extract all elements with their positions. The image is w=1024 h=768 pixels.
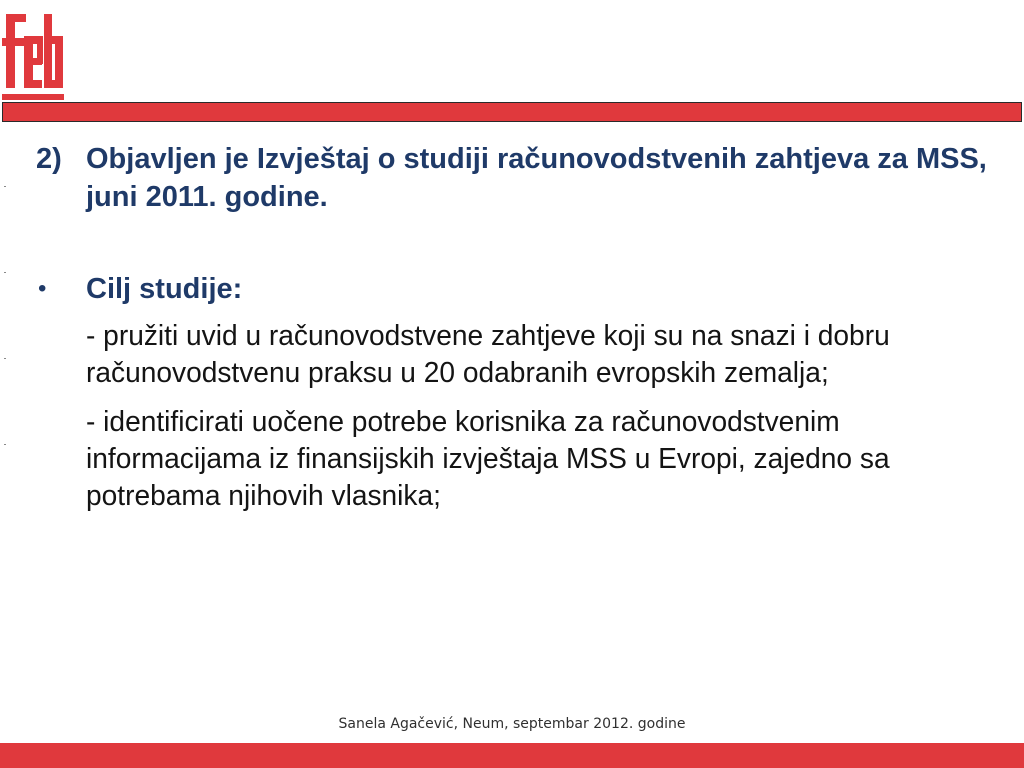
- margin-tick: [4, 272, 6, 273]
- feb-logo-icon: [2, 8, 64, 102]
- margin-tick: [4, 358, 6, 359]
- footer-caption: Sanela Agačević, Neum, septembar 2012. godine: [338, 716, 686, 732]
- item-heading: Objavljen je Izvještaj o studiji računovodstvenih zahtjeva za MSS, juni 2011. godine.: [86, 143, 987, 213]
- numbered-item: [36, 140, 996, 216]
- footer-bar: [0, 743, 1024, 768]
- slide-body: [36, 140, 996, 515]
- bullet-heading: Cilj studije:: [86, 273, 243, 305]
- margin-tick: [4, 444, 6, 445]
- bullet-icon: •: [38, 275, 47, 302]
- margin-tick: [4, 186, 6, 187]
- header-divider-bar: [2, 102, 1022, 122]
- bullet-item: [36, 270, 996, 308]
- paragraph-second: - identificirati uočene potrebe korisnika za računovodstvenim informacijama iz finansijskih izvještaja MSS u Evropi, zajedno sa potrebama njihovih vlasnika;: [86, 406, 890, 512]
- paragraph-first: - pružiti uvid u računovodstvene zahtjeve koji su na snazi i dobru računovodstvenu praksu u 20 odabranih evropskih zemalja;: [86, 320, 890, 389]
- item-number: 2): [36, 143, 62, 175]
